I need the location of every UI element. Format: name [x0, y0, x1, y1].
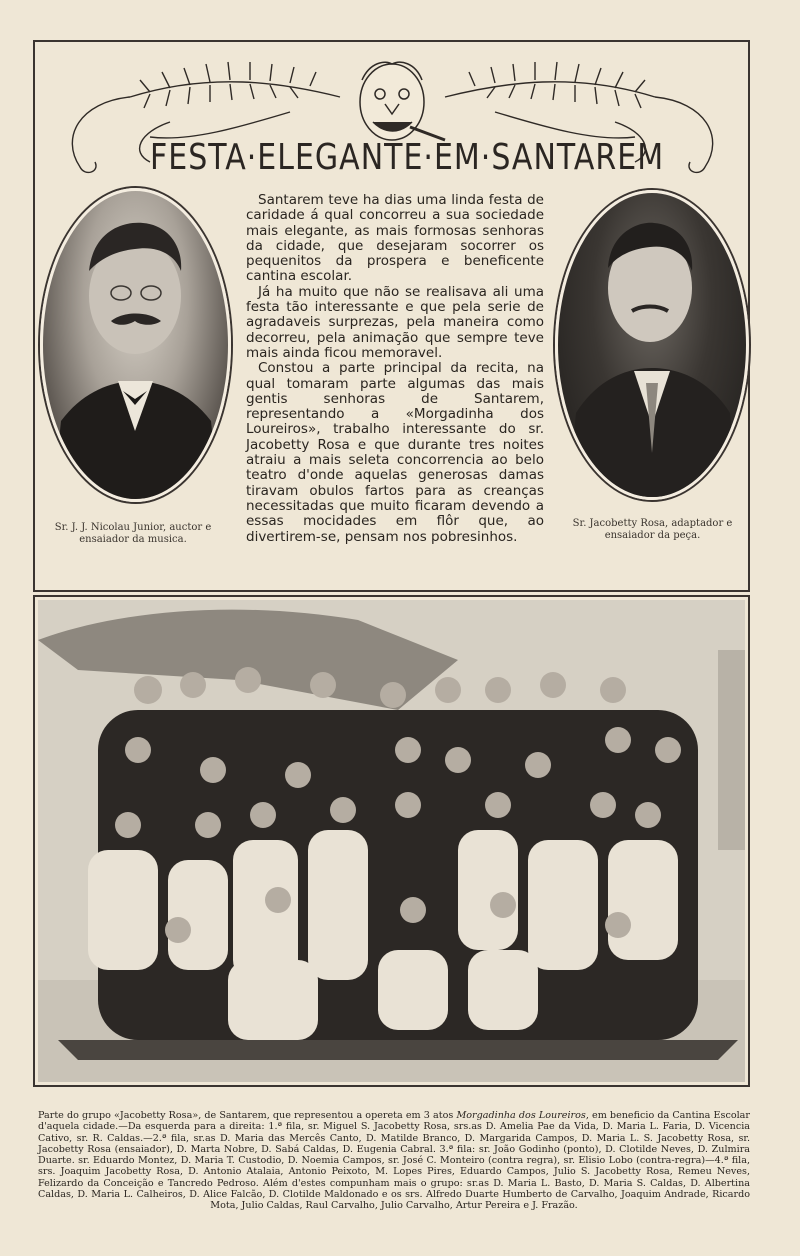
caption-names: , em beneficio da Cantina Escolar d'aquela cidade.—Da esquerda para a direita: 1.ª fila, sr. Miguel S. Jacobetty Rosa, srs.as D. Amelia Pae da Vida, D. Maria L. Faria, D. Vicencia Cativo, sr. R. Caldas.—2.ª fila, sr.as D. Maria das Mercês Canto, D. Matilde Branco, D. Margarida Campos, D. Maria L. S. Jacobetty Rosa, sr. Jacobetty Rosa (ensaiador), D. Marta Nobre, D. Sabá Caldas, D. Eugenia Cabral. 3.ª fila: sr. João Godinho (ponto), D. Clotilde Neves, D. Zulmira Duarte. sr. Eduardo Montez, D. Maria T. Custodio, D. Noemia Campos, sr. José C. Monteiro (contra regra), sr. Elisio Lobo (contra-regra)—4.ª fila, srs. Joaquim Jacobetty Rosa, D. Antonio Atalaia, Antonio Peixoto, M. Lopes Pires, Eduardo Campos, Julio S. Jacobetty Rosa, Remeu Neves, Felizardo da Conceição e Tancredo Pedroso. Além d'estes compunham mais o grupo: sr.as D. Maria L. Basto, D. Maria S. Caldas, D. Albertina Caldas, D. Maria L. Calheiros, D. Alice Falcão, D. Clotilde Maldonado e os srs. Alfredo Duarte Humberto de Carvalho, Joaquim Andrade, Ricardo Mota, Julio Caldas, Raul Carvalho, Julio Carvalho, Artur Pereira e J. Frazão.	[38, 1110, 750, 1212]
article-text	[246, 193, 544, 545]
caption-play-title: Morgadinha dos Loureiros	[456, 1110, 586, 1121]
left-portrait-caption: Sr. J. J. Nicolau Junior, auctor e ensaiador da musica.	[54, 522, 212, 545]
article-paragraph-3: Constou a parte principal da recita, na qual tomaram parte algumas das mais gentis senhoras de Santarem, representando a «Morgadinha dos Loureiros», trabalho interessante do sr. Jacobetty Rosa e que durante tres noites atraiu a mais seleta concorrencia ao belo teatro d'onde aquelas generosas damas tiravam obulos fartos para as creanças necessitadas que muito ficaram devendo a essas mocidades em flôr que, ao divertirem-se, pensam nos pobresinhos.	[246, 360, 544, 545]
article-paragraph-1: Santarem teve ha dias uma linda festa de caridade á qual concorreu a sua sociedade mais elegante, as mais formosas senhoras da cidade, que desejaram socorrer os pequenitos da prospera e beneficente cantina escolar.	[246, 192, 544, 285]
group-photo	[38, 600, 745, 1082]
group-photo-caption	[38, 1110, 750, 1212]
right-portrait-caption: Sr. Jacobetty Rosa, adaptador e ensaiador da peça.	[572, 518, 733, 541]
article-paragraph-2: Já ha muito que não se realisava ali uma festa tão interessante e que pela serie de agradaveis surprezas, pela maneira como decorreu, pela animação que sempre teve mais ainda ficou memoravel.	[246, 283, 544, 361]
portrait-right-photo	[555, 190, 749, 500]
page-title: FESTA·ELEGANTE·EM·SANTAREM	[150, 136, 665, 179]
caption-intro: Parte do grupo «Jacobetty Rosa», de Santarem, que representou a opereta em 3 atos	[38, 1110, 457, 1121]
portrait-left-photo	[40, 188, 231, 502]
